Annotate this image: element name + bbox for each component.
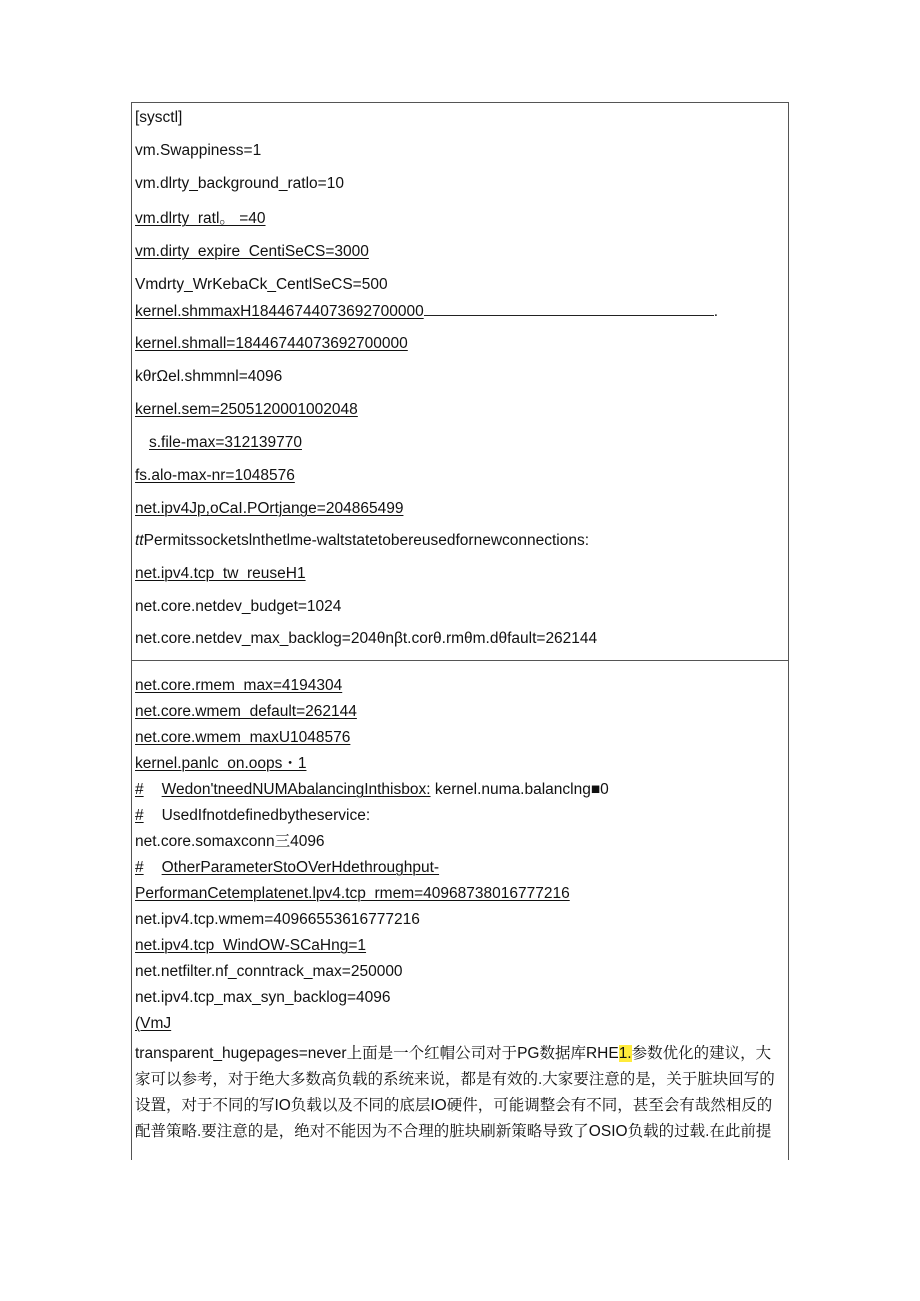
config-line: [sysctl] [135, 109, 183, 126]
body-paragraph [135, 1041, 782, 1145]
comment-text: OtherParameterStoOVerHdethroughput- [161, 859, 440, 876]
config-line: net.ipv4.tcp.wmem=40966553616777216 [135, 911, 420, 928]
config-table-cell-top [131, 102, 789, 661]
config-line: kernel.sem=2505120001002048 [135, 401, 358, 418]
config-line: net.ipv4.tcp_WindOW-SCaHng=1 [135, 937, 367, 954]
comment-hash: # [135, 859, 144, 876]
comment-text: UsedIfnotdefinedbytheservice: [161, 807, 371, 824]
config-line: net.core.somaxconn三4096 [135, 833, 325, 850]
config-line [135, 433, 785, 453]
comment-text: Permitssocketslnthetlme-waltstatetobereusedfornewconnections: [143, 532, 590, 549]
underline-fill [424, 301, 714, 316]
config-line [135, 301, 785, 322]
config-line: kθrΩel.shmmnl=4096 [135, 368, 283, 385]
config-line: net.core.wmem_default=262144 [135, 703, 357, 720]
config-line: PerformanCetemplatenet.lpv4.tcp_rmem=40968738016777216 [135, 885, 570, 902]
comment-line [135, 531, 785, 551]
config-line: Vmdrty_WrKebaCk_CentlSeCS=500 [135, 276, 388, 293]
comment-line [135, 806, 785, 826]
paragraph-text: transparent_hugepages=never上面是一个红帽公司对于PG数据库RHE [135, 1045, 619, 1062]
config-line: kernel.panlc_on.oops・1 [135, 755, 307, 772]
config-line: vm.dlrty_background_ratlo=10 [135, 175, 344, 192]
config-line-tail: . [713, 303, 718, 320]
config-line: kernel.shmall=18446744073692700000 [135, 335, 408, 352]
config-line: vm.dlrty_ratl。 =40 [135, 210, 266, 227]
config-line: net.core.netdev_max_backlog=204θnβt.corθ.rmθm.dθfault=262144 [135, 630, 598, 647]
comment-text: Wedon'tneedNUMAbalancingInthisbox: [161, 781, 431, 798]
comment-line [135, 858, 785, 878]
comment-mark: tt [135, 532, 144, 549]
config-line: net.netfilter.nf_conntrack_max=250000 [135, 963, 403, 980]
config-line: net.core.netdev_budget=1024 [135, 598, 342, 615]
config-line: net.core.rmem_max=4194304 [135, 677, 343, 694]
comment-hash: # [135, 781, 144, 798]
config-line-text: s.file-max=312139770 [149, 434, 302, 451]
config-line-text: kernel.shmmaxH18446744073692700000 [135, 303, 424, 320]
config-line: net.ipv4.tcp_tw_reuseH1 [135, 565, 306, 582]
comment-hash: # [135, 807, 144, 824]
config-line: net.ipv4.tcp_max_syn_backlog=4096 [135, 989, 391, 1006]
comment-line [135, 780, 785, 800]
config-table-cell-bottom [131, 660, 789, 1160]
config-line: net.core.wmem_maxU1048576 [135, 729, 351, 746]
config-line: net.ipv4Jp,oCaI.POrtjange=204865499 [135, 500, 404, 517]
config-text: kernel.numa.balanclng■0 [434, 781, 609, 798]
config-line: fs.alo-max-nr=1048576 [135, 467, 295, 484]
config-line: (VmJ [135, 1015, 172, 1032]
highlighted-text: 1. [618, 1045, 632, 1062]
config-line: vm.dirty_expire_CentiSeCS=3000 [135, 243, 369, 260]
config-line: vm.Swappiness=1 [135, 142, 262, 159]
paragraph-text: 参数优化的建议，大家可以参考，对于绝大多数高负载的系统来说，都是有效的.大家要注意的是，关于脏块回写的设置，对于不同的写IO负载以及不同的底层IO硬件，可能调整会有不同，甚至会有哉然相反的配普策略.要注意的是，绝对不能因为不合理的脏块刷新策略导致了OSIO负载的过载.在此前提 [135, 1045, 775, 1140]
